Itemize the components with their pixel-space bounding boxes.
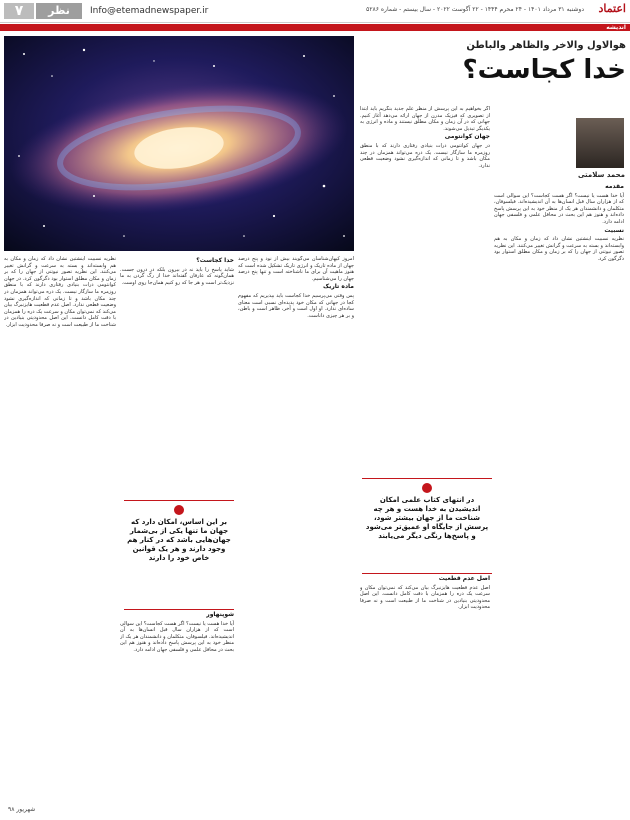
page-header [0,0,630,23]
galaxy-image [4,36,354,251]
column-text: شاید پاسخ را باید نه در بیرون بلکه در درون جست. همان‌گونه که عارفان گفته‌اند خدا از رگ گردن به ما نزدیک‌تر است و هر جا که رو کنیم همان‌جا روی اوست. [120,266,234,286]
article-headline: خدا کجاست؟ [462,55,626,85]
pull-quote-text: در انتهای کتاب علمی امکان اندیشیدن به خدا هست و هر چه شناخت ما از جهان بیشتر شود، پرسش از جایگاه او عمیق‌تر می‌شود و پاسخ‌ها رنگی دیگر می‌یابند [365,496,489,540]
column-text: امروز کیهان‌شناسان می‌گویند بیش از نود و پنج درصد جهان از ماده تاریک و انرژی تاریک تشکیل شده است که هنوز ماهیت آن برای ما ناشناخته است و تنها پنج درصد جهان را می‌شناسیم. [238,256,354,282]
newspaper-logo: اعتماد [598,2,626,15]
column-text: آیا خدا هست یا نیست؟ اگر هست کجاست؟ این سوالی است که از هزاران سال قبل انسان‌ها به آن اندیشیده‌اند. فیلسوفان، متکلمان و دانشمندان هر یک از منظر خود به این پرسش پاسخ داده‌اند و هنوز هم این بحث در محافل علمی و فلسفی جهان ادامه دارد. [120,620,234,653]
article-title-block [360,36,626,101]
section-red-bar [0,24,630,31]
pull-quote-1 [362,478,492,574]
article-column-4 [120,256,234,496]
pull-quote-text: بر این اساس، امکان دارد که جهان ما تنها یکی از بی‌شمار جهان‌هایی باشد که در کنار هم وجود دارند و هر یک قوانین خاص خود را دارند [127,518,231,562]
column-label: مقدمه [605,183,624,190]
site-email[interactable]: Info@etemadnewspaper.ir [90,6,209,16]
article-column-3 [238,256,354,802]
column-label: نسبیت [604,226,624,234]
article-column-2b [360,574,490,802]
column-text: آیا خدا هست یا نیست؟ اگر هست کجاست؟ این سوالی است که از هزاران سال قبل انسان‌ها به آن اندیشیده‌اند. فیلسوفان، متکلمان و دانشمندان هر یک از منظر خود به این پرسش پاسخ داده‌اند و هنوز هم این بحث در محافل علمی و فلسفی جهان ادامه دارد. [494,192,624,225]
column-text: در جهان کوانتومی ذرات بنیادی رفتاری دارند که با منطق روزمره ما سازگار نیست. یک ذره می‌تواند همزمان در چند مکان باشد و تا زمانی که اندازه‌گیری نشود وضعیت قطعی ندارد. [360,142,490,169]
quote-mark-icon [422,483,432,493]
pull-quote-2 [124,500,234,610]
footer-note: شهریور ۹۸ [8,806,36,813]
section-tag: اندیشه [606,24,626,31]
article-column-5 [4,256,116,802]
column-text: اگر بخواهیم به این پرسش از منظر علم جدید بنگریم باید ابتدا از تصویری که فیزیک مدرن از جهان ارائه می‌دهد آغاز کنیم. جهانی که در آن زمان و مکان مطلق نیستند و ماده و انرژی به یکدیگر تبدیل می‌شوند. [360,106,490,132]
column-text: پس وقتی می‌پرسیم خدا کجاست باید بپذیریم که مفهوم کجا در جهانی که مکان خود پدیده‌ای نسبی است معنای ساده‌ای ندارد. او اول است و آخر، ظاهر است و باطن، و بر هر چیزی داناست. [238,292,354,319]
issue-date: دوشنبه ۳۱ مرداد ۱۴۰۱ - ۲۴ محرم ۱۴۴۴ - ۲۲ آگوست ۲۰۲۲ - سال بیستم - شماره ۵۲۸۶ [366,6,584,13]
column-label: ماده تاریک [322,283,354,291]
column-label: جهان کوانتومی [444,133,490,141]
column-label: شوپنهاور [206,611,234,618]
page-number: ۷ [4,3,34,19]
column-text: نظریه نسبیت اینشتین نشان داد که زمان و مکان به هم وابسته‌اند و بسته به سرعت و گرانش تغییر می‌کنند. این نظریه تصور نیوتنی از جهان را که بر زمان و مکان مطلق استوار بود دگرگون کرد. [494,236,624,262]
column-label: خدا کجاست؟ [196,257,234,264]
column-text: اصل عدم قطعیت هایزنبرگ بیان می‌کند که نمی‌توان مکان و سرعت یک ذره را همزمان با دقت کامل دانست. این اصل محدودیتی بنیادین در شناخت ما از طبیعت است و نه صرفا محدودیت ابزار. [4,302,116,328]
column-text: اصل عدم قطعیت هایزنبرگ بیان می‌کند که نمی‌توان مکان و سرعت یک ذره را همزمان با دقت کامل دانست. این اصل محدودیتی بنیادین در شناخت ما از طبیعت است و نه صرفا محدودیت ابزار. [360,584,490,611]
article-column-4b [120,610,234,802]
quote-mark-icon [174,505,184,515]
author-name: محمد سلامتی [577,171,625,179]
article-column-1 [494,182,624,802]
article-subtitle: هوالاول والاخر والظاهر والباطن [466,40,626,51]
column-text: در جهان کوانتومی ذرات بنیادی رفتاری دارند که با منطق روزمره ما سازگار نیست. یک ذره می‌تواند همزمان در چند مکان باشد و تا زمانی که اندازه‌گیری نشود وضعیت قطعی ندارد. [4,275,116,309]
author-photo [576,118,624,168]
section-label: نظر [36,3,82,19]
column-text: نظریه نسبیت اینشتین نشان داد که زمان و مکان به هم وابسته‌اند و بسته به سرعت و گرانش تغییر می‌کنند. این نظریه تصور نیوتنی از جهان را که بر زمان و مکان مطلق استوار بود دگرگون کرد. [4,256,116,282]
column-label: اصل عدم قطعیت [438,575,490,582]
article-column-2 [360,106,490,466]
